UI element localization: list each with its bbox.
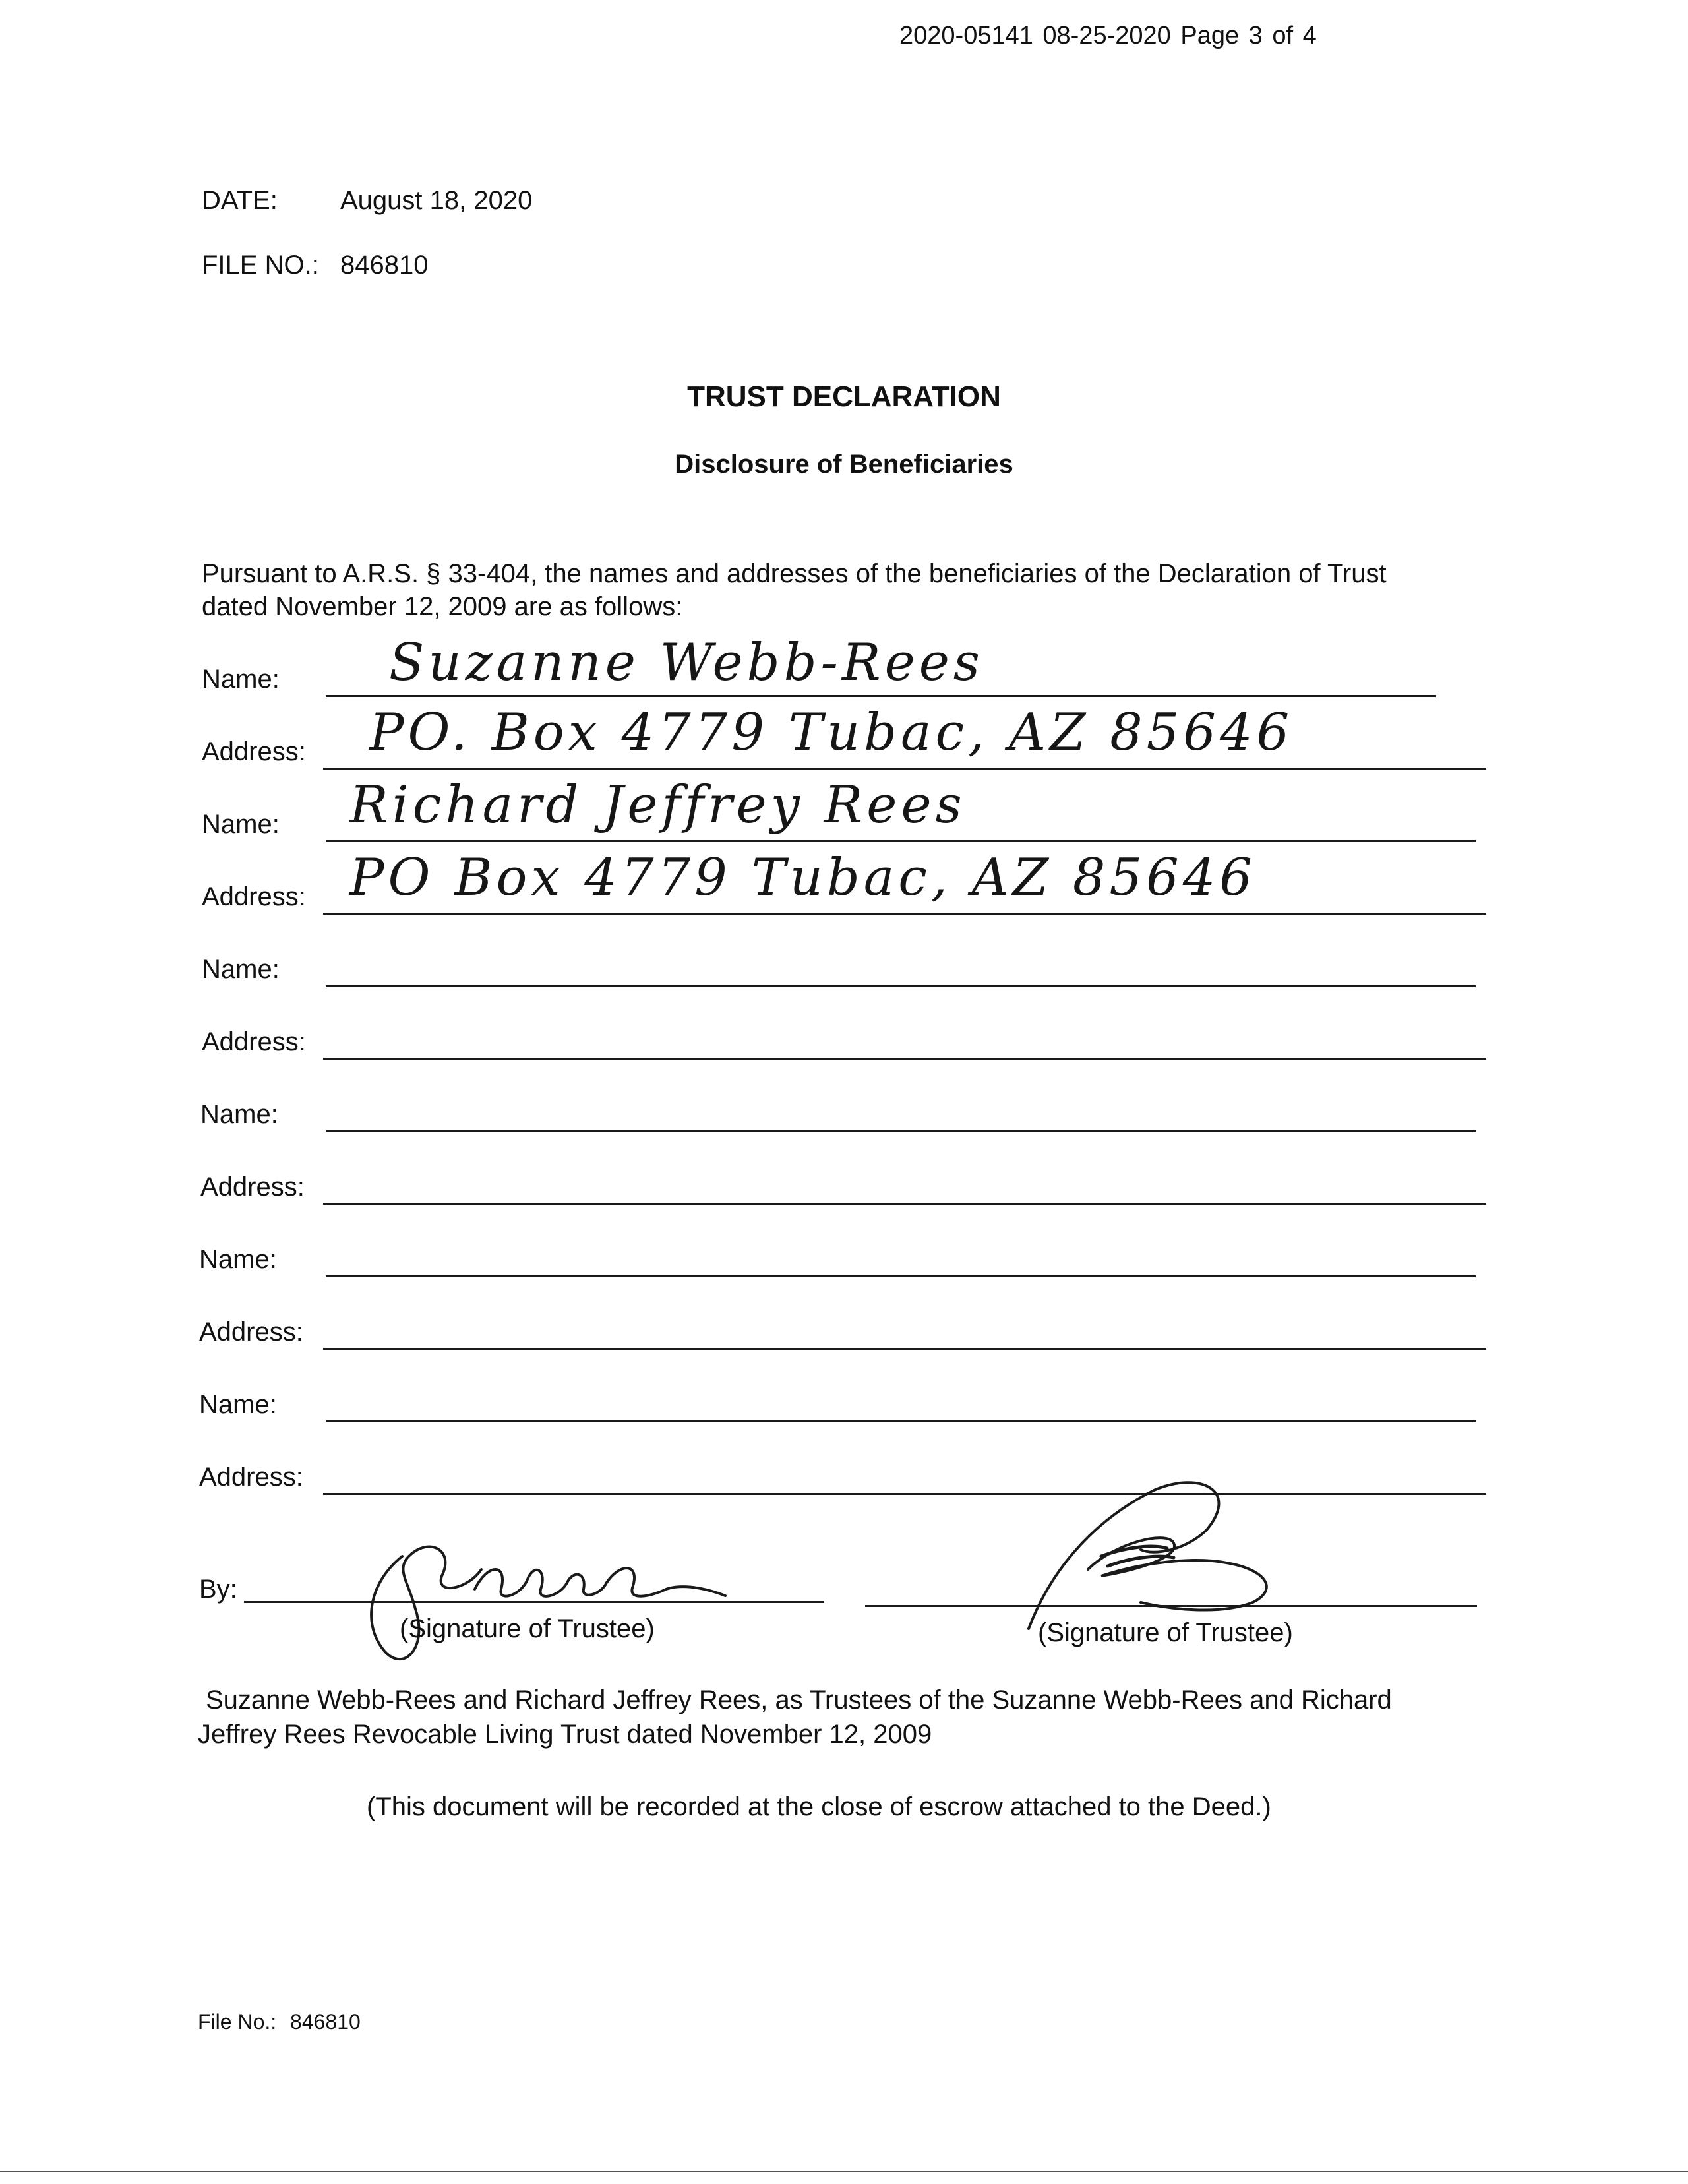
name-line	[326, 1130, 1476, 1132]
file-no-label: FILE NO.:	[202, 251, 319, 280]
name-label: Name:	[202, 955, 280, 984]
address-label: Address:	[202, 1027, 306, 1056]
address-line	[323, 1493, 1486, 1495]
document-title: TRUST DECLARATION	[687, 380, 1001, 413]
name-label: Name:	[202, 665, 280, 694]
name-label: Name:	[199, 1245, 277, 1274]
address-line	[323, 768, 1486, 770]
beneficiary-name-handwritten: Suzanne Webb-Rees	[389, 633, 984, 692]
name-line	[326, 985, 1476, 987]
beneficiary-address-handwritten: PO. Box 4779 Tubac, AZ 85646	[369, 703, 1294, 762]
footer-file-no	[198, 2009, 361, 2035]
footer-file-label: File No.:	[198, 2010, 277, 2034]
date-label: DATE:	[202, 186, 278, 215]
name-line	[326, 695, 1436, 697]
address-label: Address:	[200, 1172, 305, 1201]
address-label: Address:	[199, 1318, 303, 1347]
address-line	[323, 1348, 1486, 1350]
date-value: August 18, 2020	[340, 186, 533, 215]
address-line	[323, 1203, 1486, 1205]
address-line	[323, 1058, 1486, 1060]
address-label: Address:	[199, 1463, 303, 1492]
name-label: Name:	[199, 1390, 277, 1419]
intro-line-2: dated November 12, 2009 are as follows:	[202, 592, 683, 621]
beneficiary-name-handwritten: Richard Jeffrey Rees	[349, 775, 966, 835]
signature-caption-left: (Signature of Trustee)	[400, 1614, 655, 1643]
footer-file-value: 846810	[290, 2010, 361, 2034]
name-line	[326, 1420, 1476, 1422]
name-line	[326, 1275, 1476, 1277]
document-subtitle: Disclosure of Beneficiaries	[675, 450, 1013, 479]
name-line	[326, 840, 1476, 842]
scan-edge-line	[0, 2171, 1688, 2172]
trustee-signature-right	[1009, 1471, 1286, 1642]
intro-line-1: Pursuant to A.R.S. § 33-404, the names and addresses of the beneficiaries of the Declaration of Trust	[202, 559, 1387, 588]
trustee-statement-line-1: Suzanne Webb-Rees and Richard Jeffrey Rees, as Trustees of the Suzanne Webb-Rees and Richard	[206, 1685, 1392, 1714]
signature-caption-right: (Signature of Trustee)	[1038, 1618, 1293, 1647]
address-line	[323, 913, 1486, 915]
file-no-value: 846810	[340, 251, 429, 280]
address-label: Address:	[202, 737, 306, 766]
name-label: Name:	[200, 1100, 278, 1129]
by-label: By:	[199, 1575, 237, 1604]
name-label: Name:	[202, 810, 280, 839]
trustee-signature-left	[356, 1517, 725, 1675]
trustee-statement-line-2: Jeffrey Rees Revocable Living Trust dated November 12, 2009	[198, 1720, 932, 1749]
recording-stamp: 2020-05141 08-25-2020 Page 3 of 4	[899, 22, 1317, 49]
recording-note: (This document will be recorded at the close of escrow attached to the Deed.)	[367, 1792, 1271, 1821]
beneficiary-address-handwritten: PO Box 4779 Tubac, AZ 85646	[349, 848, 1256, 907]
address-label: Address:	[202, 882, 306, 911]
